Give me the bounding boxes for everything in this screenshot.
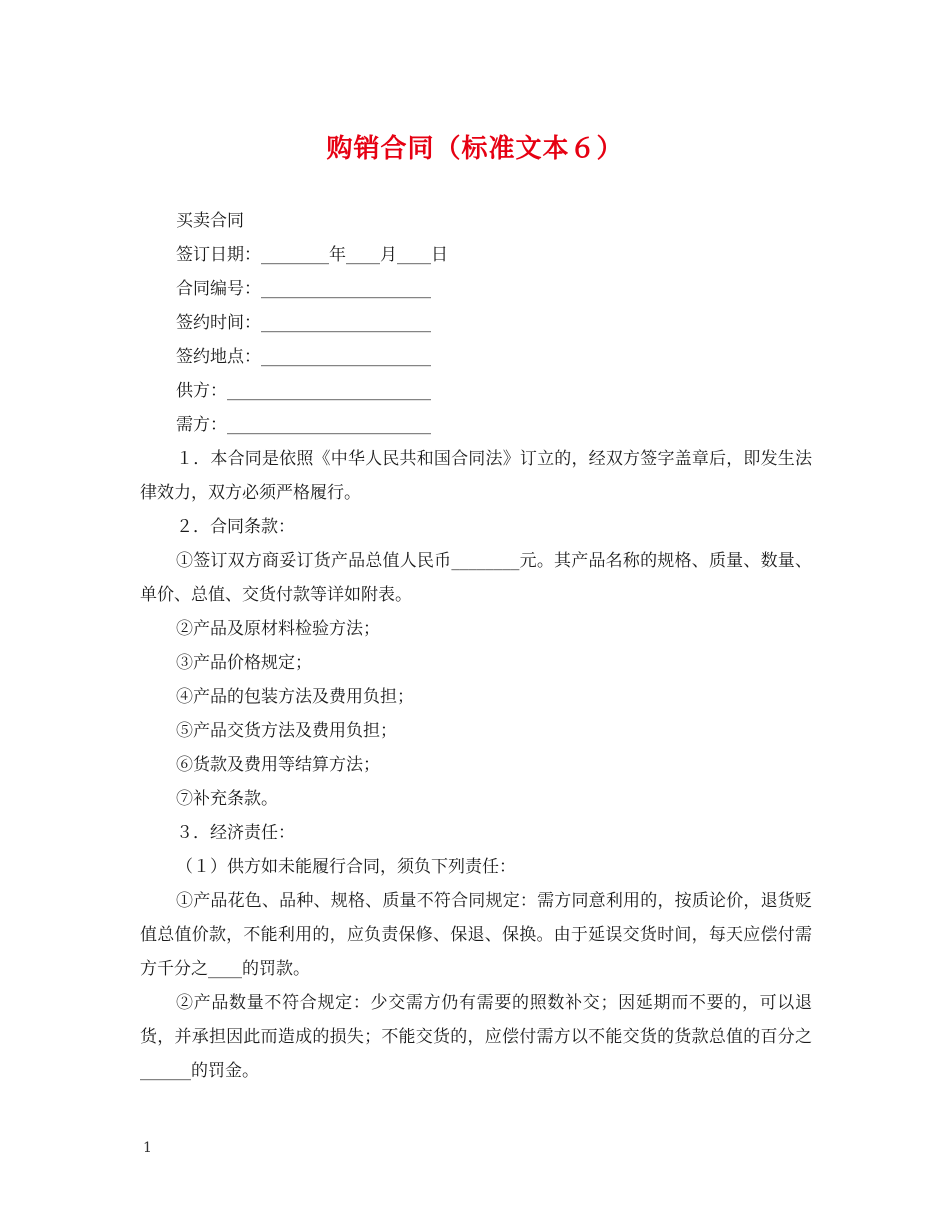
document-title: 购销合同（标准文本６） [326,134,624,164]
clause-paragraph: （１）供方如未能履行合同，须负下列责任： [176,857,516,877]
clause-paragraph: ２．合同条款： [176,517,295,537]
clause-paragraph: ３．经济责任： [176,823,295,843]
header-line-buyer: 需方：________________________ [176,415,431,435]
clause-paragraph: ①签订双方商妥订货产品总值人民币________元。其产品名称的规格、质量、数量、单价、总值、交货付款等详如附表。 [140,551,812,605]
header-line-supplier: 供方：________________________ [176,381,431,401]
clause-paragraph: ②产品及原材料检验方法； [176,619,380,639]
header-line-contract-number: 合同编号：____________________ [176,279,431,299]
clause-paragraph: ⑥货款及费用等结算方法； [176,755,380,775]
header-line-sign-place: 签约地点：____________________ [176,347,431,367]
clause-paragraph: ①产品花色、品种、规格、质量不符合同规定：需方同意利用的，按质论价，退货贬值总值价款，不能利用的，应负责保修、保退、保换。由于延误交货时间，每天应偿付需方千分之____的罚款。 [140,891,812,979]
clause-paragraph: ④产品的包装方法及费用负担； [176,687,414,707]
clause-paragraph: １．本合同是依照《中华人民共和国合同法》订立的，经双方签字盖章后，即发生法律效力，双方必须严格履行。 [140,449,812,503]
clause-paragraph: ⑤产品交货方法及费用负担； [176,721,397,741]
header-line-sign-date: 签订日期：________年____月____日 [176,245,448,265]
page-number: 1 [143,1140,152,1156]
header-line-sign-time: 签约时间：____________________ [176,313,431,333]
clause-paragraph: ③产品价格规定； [176,653,312,673]
header-line-contract-type: 买卖合同 [176,211,244,231]
document-body [140,204,812,1088]
clause-paragraph: ⑦补充条款。 [176,789,278,809]
clause-paragraph: ②产品数量不符合规定：少交需方仍有需要的照数补交；因延期而不要的，可以退货，并承担因此而造成的损失；不能交货的，应偿付需方以不能交货的货款总值的百分之______的罚金。 [140,993,812,1081]
